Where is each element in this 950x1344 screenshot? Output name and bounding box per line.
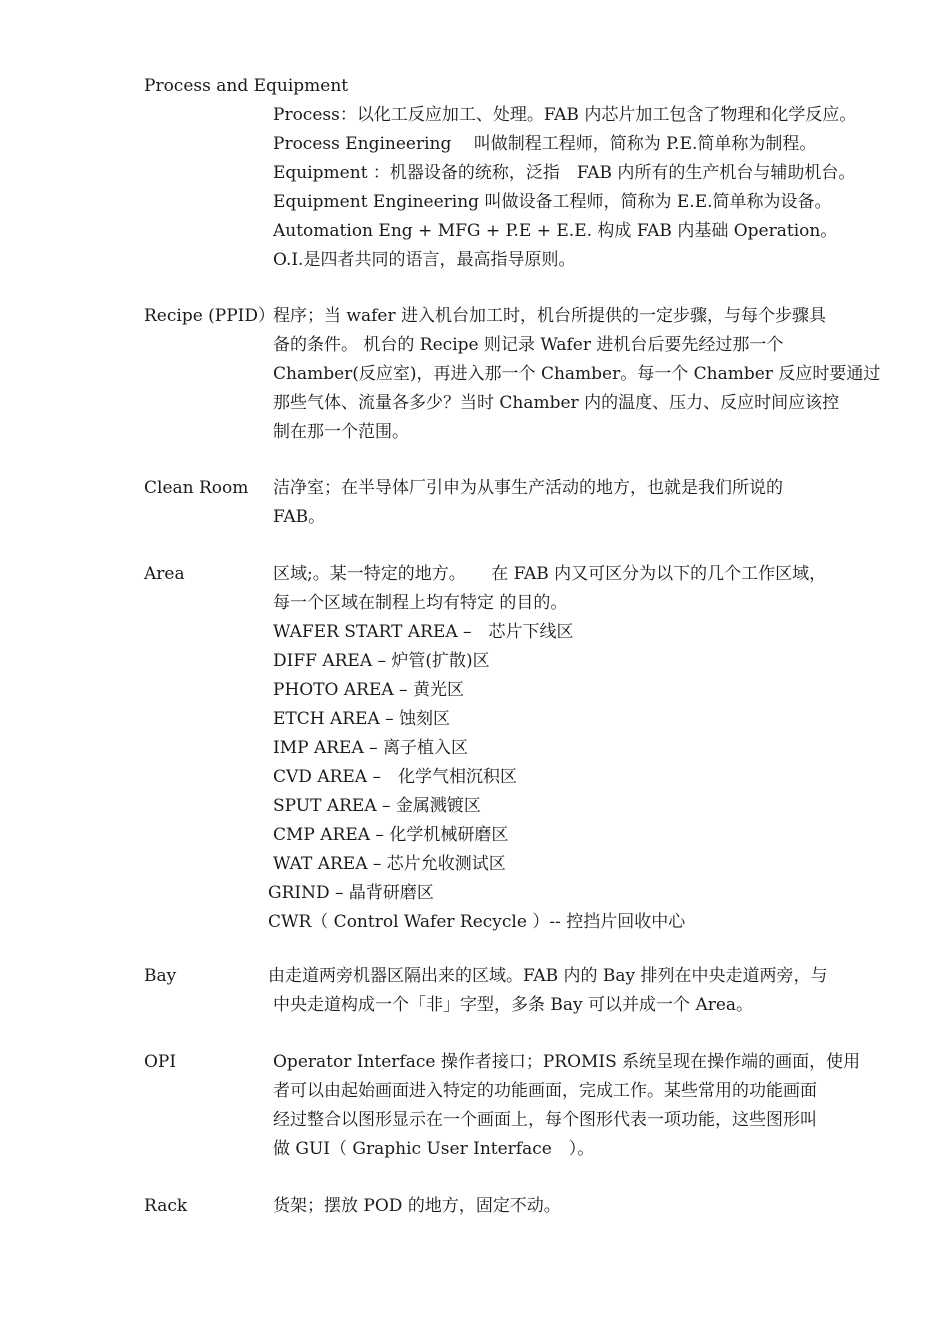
area-item: PHOTO AREA – 黄光区 [273,680,464,700]
definition-line: 由走道两旁机器区隔出来的区域。FAB 内的 Bay 排列在中央走道两旁，与 [268,966,828,986]
definition-line: 程序；当 wafer 进入机台加工时，机台所提供的一定步骤，与每个步骤具 [273,306,826,326]
definition-rack [273,1194,893,1223]
definition-line: 区域;。某一特定的地方。 在 FAB 内又可区分为以下的几个工作区域， [273,564,827,584]
term-recipe: Recipe (PPID） [144,306,276,326]
definition-opi [273,1050,893,1166]
definition-bay [268,964,893,1022]
definition-line: Automation Eng + MFG + P.E + E.E. 构成 FAB 内基础 Operation。 [273,221,838,241]
definition-line: Operator Interface 操作者接口；PROMIS 系统呈现在操作端的画面，使用 [273,1052,861,1072]
definition-line: Equipment Engineering 叫做设备工程师，简称为 E.E.简单称为设备。 [273,192,832,212]
definition-clean-room [273,476,893,534]
definition-line: 洁净室；在半导体厂引申为从事生产活动的地方，也就是我们所说的 [273,478,783,498]
area-item: GRIND – 晶背研磨区 [268,883,434,903]
definition-line: 备的条件。 机台的 Recipe 则记录 Wafer 进机台后要先经过那一个 [273,335,784,355]
definition-line: 每一个区域在制程上均有特定 的目的。 [273,593,568,613]
definition-line: 经过整合以图形显示在一个画面上，每个图形代表一项功能，这些图形叫 [273,1110,817,1130]
term-opi: OPI [144,1052,177,1072]
definition-line: 货架；摆放 POD 的地方，固定不动。 [273,1196,561,1216]
definition-line: 者可以由起始画面进入特定的功能画面，完成工作。某些常用的功能画面 [273,1081,817,1101]
definition-line: Equipment ：机器设备的统称，泛指 FAB 内所有的生产机台与辅助机台。 [273,163,856,183]
area-item: CWR（ Control Wafer Recycle ）-- 控挡片回收中心 [268,912,686,932]
definition-line: Process：以化工反应加工、处理。FAB 内芯片加工包含了物理和化学反应。 [273,105,857,125]
definition-line: 做 GUI（ Graphic User Interface ）。 [273,1139,595,1159]
term-clean-room: Clean Room [144,478,249,498]
area-item: DIFF AREA – 炉管(扩散)区 [273,651,490,671]
area-item: CMP AREA – 化学机械研磨区 [273,825,509,845]
area-item: SPUT AREA – 金属溅镀区 [273,796,481,816]
definition-line: 那些气体、流量各多少？当时 Chamber 内的温度、压力、反应时间应该控 [273,393,840,413]
area-item: CVD AREA – 化学气相沉积区 [273,767,517,787]
definition-recipe [273,304,893,449]
definition-area [268,562,893,939]
area-item: IMP AREA – 离子植入区 [273,738,469,758]
definition-line: Process Engineering 叫做制程工程师，简称为 P.E.简单称为制程。 [273,134,817,154]
definition-line: O.I.是四者共同的语言，最高指导原则。 [273,250,576,270]
term-bay: Bay [144,966,177,986]
definition-line: FAB。 [273,507,326,527]
area-item: ETCH AREA – 蚀刻区 [273,709,451,729]
section-title: Process and Equipment [144,76,349,96]
area-item: WAT AREA – 芯片允收测试区 [273,854,506,874]
term-area: Area [144,564,185,584]
process-equipment-definitions [273,103,913,277]
term-rack: Rack [144,1196,188,1216]
definition-line: 中央走道构成一个「非」字型，多条 Bay 可以并成一个 Area。 [273,995,754,1015]
definition-line: Chamber(反应室)，再进入那一个 Chamber。每一个 Chamber 反应时要通过 [273,364,881,384]
definition-line: 制在那一个范围。 [273,422,409,442]
area-item: WAFER START AREA – 芯片下线区 [273,622,574,642]
